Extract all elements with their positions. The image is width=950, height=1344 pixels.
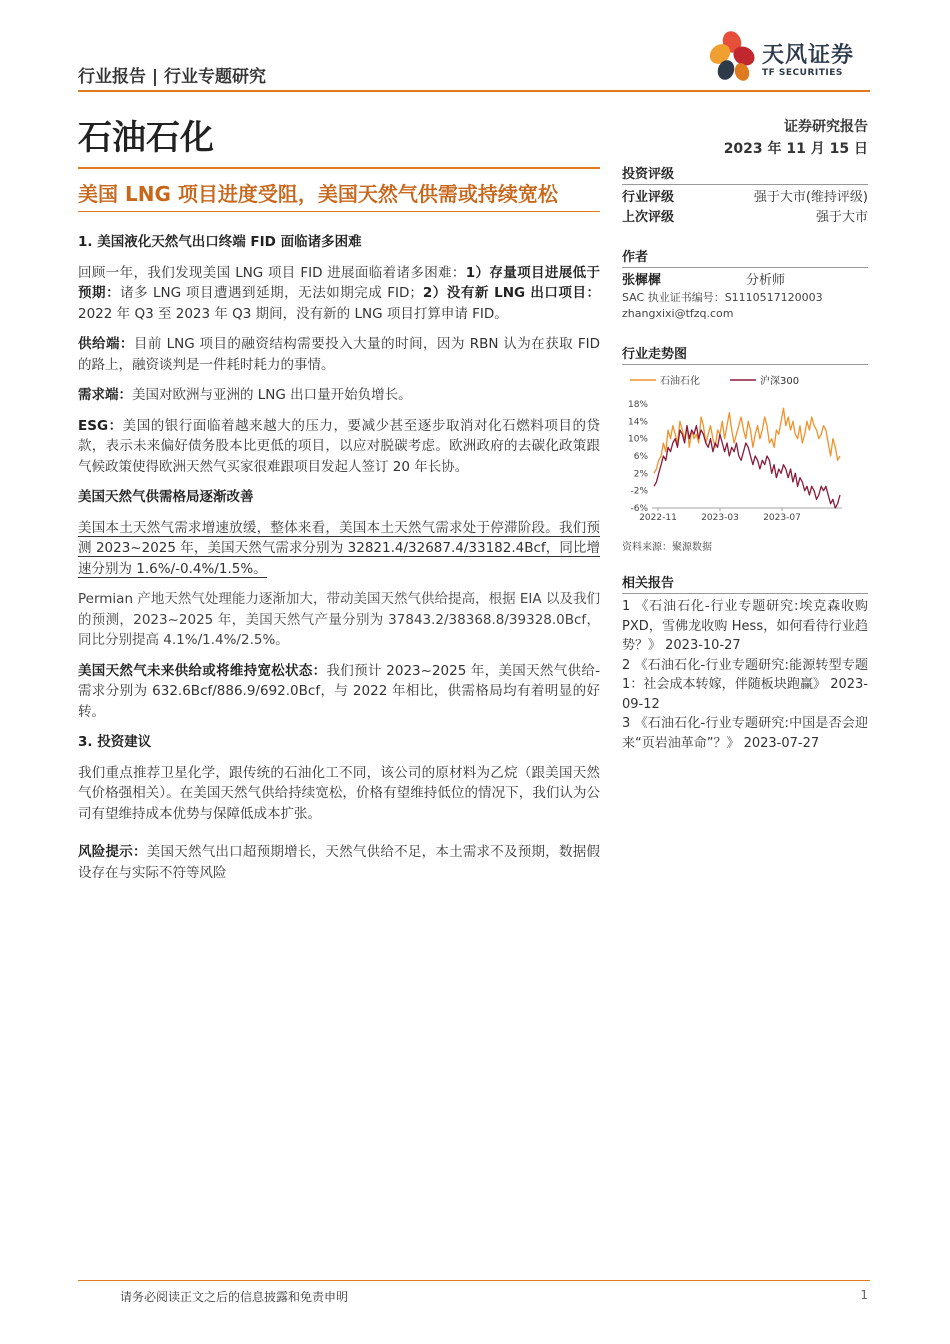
trend-chart [622, 366, 868, 526]
rating-value: 强于大市(维持评级) [753, 190, 868, 205]
text-span: 回顾一年，我们发现美国 LNG 项目 FID 进展面临着诸多困难： [78, 264, 466, 281]
author-cert: SAC 执业证书编号：S1110517120003 [622, 291, 823, 304]
author-name: 张樨樨 [622, 273, 662, 288]
text-span: 我们重点推荐卫星化学，跟传统的石油化工不同，该公司的原材料为乙烷（跟美国天然气价格强相关）。在美国天然气供给持续宽松，价格有望维持低位的情况下，我们认为公司有望维持成本优势与保障低成本扩张。 [78, 764, 600, 822]
title-divider-top [78, 167, 600, 169]
legend-label: 石油石化 [660, 376, 700, 387]
legend-label: 沪深300 [760, 376, 800, 387]
section-heading-3: 3. 投资建议 [78, 734, 152, 750]
prev-rating-value: 强于大市 [815, 210, 868, 225]
text-span: 美国的银行面临着越来越大的压力，要减少甚至逐步取消对化石燃料项目的贷款，表示未来偏好债务股本比更低的项目，以应对脱碳考虑。欧洲政府的去碳化政策跟气候政策使得欧洲天然气买家很难跟项目发起人签订 20 年长协。 [78, 417, 600, 475]
header-divider [78, 90, 870, 92]
y-tick-label: 10% [627, 434, 648, 445]
footer-divider [78, 1280, 870, 1281]
text-span: 美国天然气出口超预期增长，天然气供给不足，本土需求不及预期，数据假设存在与实际不符等风险 [78, 844, 601, 881]
chart-source: 资料来源：聚源数据 [622, 542, 712, 553]
paragraph-demand [78, 385, 600, 406]
paragraph-supply [78, 334, 600, 375]
bold-span: 1）存量项目进展低于预期： [78, 264, 600, 301]
text-span: 美国对欧洲与亚洲的 LNG 出口量开始负增长。 [132, 387, 412, 403]
logo-text: 天风证券 [762, 43, 855, 68]
y-tick-label: -6% [630, 504, 648, 514]
series-line [654, 408, 840, 473]
paragraph-demand-forecast [78, 518, 600, 580]
related-item[interactable]: 1 《石油石化-行业专题研究:埃克森收购 PXD，雪佛龙收购 Hess，如何看待行业趋势？》 2023-10-27 [622, 599, 868, 653]
paragraph-balance [78, 661, 600, 723]
bold-span: ESG： [78, 417, 123, 434]
y-tick-label: 14% [627, 417, 648, 428]
section-heading-2: 美国天然气供需格局逐渐改善 [78, 489, 254, 505]
text-span: 诸多 LNG 项目遭遇到延期，无法如期完成 FID； [120, 285, 423, 301]
report-date: 2023 年 11 月 15 日 [723, 141, 868, 157]
text-span: 我们预计 2023~2025 年，美国天然气供给-需求分别为 632.6Bcf/886.9/692.0Bcf，与 2022 年相比，供需格局均有着明显的好转。 [78, 662, 600, 720]
prev-rating-row [622, 208, 868, 228]
author-heading: 作者 [622, 246, 868, 268]
x-tick-label: 2022-11 [639, 513, 677, 523]
prev-rating-label: 上次评级 [622, 210, 675, 225]
report-title: 美国 LNG 项目进度受阻，美国天然气供需或持续宽松 [78, 182, 558, 206]
page-number: 1 [860, 1288, 868, 1302]
paragraph-risk [78, 842, 600, 883]
trend-heading: 行业走势图 [622, 343, 868, 365]
y-tick-label: 6% [633, 452, 648, 462]
author-email[interactable]: zhangxixi@tfzq.com [622, 307, 734, 320]
chart-legend [630, 374, 799, 387]
y-tick-label: 2% [633, 469, 648, 480]
paragraph-esg [78, 416, 600, 478]
text-span: 美国本土天然气需求增速放缓，整体来看，美国本土天然气需求处于停滞阶段。我们预测 2023~2025 年，美国天然气需求分别为 32821.4/32687.4/33182.4Bcf，同比增速分别为 1.6%/-0.4%/1.5%。 [78, 519, 600, 577]
bold-span: 需求端： [78, 387, 132, 403]
rating-label: 行业评级 [622, 190, 675, 205]
report-type: 证券研究报告 [784, 119, 868, 135]
main-content [78, 232, 600, 893]
logo-flower-icon [706, 29, 758, 83]
text-span: 2022 年 Q3 至 2023 年 Q3 期间，没有新的 LNG 项目打算申请 FID。 [78, 305, 508, 322]
x-tick-label: 2023-07 [763, 513, 801, 523]
chart-lines [654, 408, 840, 508]
trend-panel [622, 343, 868, 365]
report-category: 行业报告 | 行业专题研究 [78, 67, 267, 87]
chart-y-axis [628, 400, 648, 514]
related-item[interactable]: 3 《石油石化-行业专题研究:中国是否会迎来“页岩油革命”？》 2023-07-27 [622, 716, 868, 751]
paragraph-supply-forecast [78, 589, 600, 651]
related-panel [622, 572, 868, 753]
industry-title: 石油石化 [78, 118, 214, 158]
section-heading-1: 1. 美国液化天然气出口终端 FID 面临诸多困难 [78, 234, 362, 250]
author-row [622, 272, 868, 290]
bold-span: 美国天然气未来供给或将维持宽松状态： [78, 662, 327, 679]
footer-disclaimer: 请务必阅读正文之后的信息披露和免责申明 [120, 1290, 349, 1304]
author-role: 分析师 [746, 273, 786, 288]
paragraph-recommendation [78, 763, 600, 825]
related-list [622, 597, 868, 753]
rating-panel [622, 163, 868, 228]
rating-row [622, 188, 868, 208]
title-divider-bottom [78, 211, 600, 212]
logo-text-en: TF SECURITIES [762, 68, 843, 78]
text-span: Permian 产地天然气处理能力逐渐加大，带动美国天然气供给提高，根据 EIA 以及我们的预测，2023~2025 年，美国天然气产量分别为 37843.2/38368.8/39328.0Bcf，同比分别提高 4.1%/1.4%/2.5%。 [78, 591, 600, 648]
x-tick-label: 2023-03 [701, 513, 739, 523]
series-line [654, 426, 840, 508]
bold-span: 供给端： [78, 336, 134, 352]
author-panel [622, 246, 868, 322]
bold-span: 风险提示： [78, 844, 147, 860]
paragraph-fid [78, 263, 600, 325]
y-tick-label: 18% [627, 400, 648, 410]
related-heading: 相关报告 [622, 572, 868, 594]
bold-span: 2）没有新 LNG 出口项目： [422, 285, 601, 301]
related-item[interactable]: 2 《石油石化-行业专题研究:能源转型专题 1：社会成本转嫁，伴随板块跑赢》 2023-09-12 [622, 657, 868, 712]
y-tick-label: -2% [630, 486, 648, 497]
chart-x-axis [639, 508, 842, 523]
text-span: 目前 LNG 项目的融资结构需要投入大量的时间，因为 RBN 认为在获取 FID 的路上，融资谈判是一件耗时耗力的事情。 [78, 336, 601, 373]
rating-heading: 投资评级 [622, 163, 868, 185]
